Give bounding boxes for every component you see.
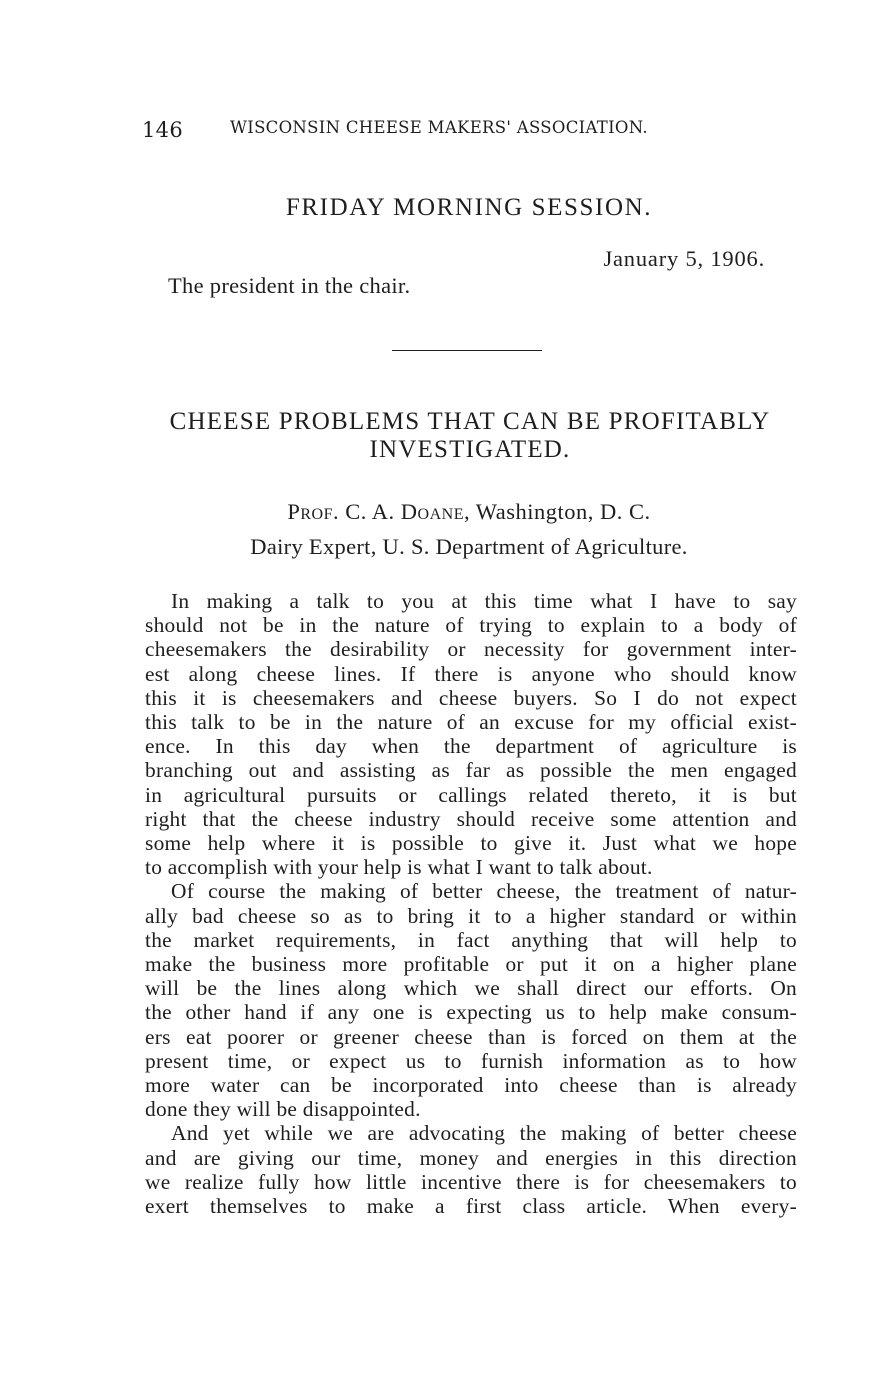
body-line: cheesemakers the desirability or necessity for government inter- (145, 637, 797, 662)
body-line: will be the lines along which we shall direct our efforts. On (145, 976, 797, 1001)
body-line: ence. In this day when the department of agriculture is (145, 734, 797, 759)
body-line: exert themselves to make a first class article. When every- (145, 1194, 797, 1219)
body-line: branching out and assisting as far as possible the men engaged (145, 758, 797, 783)
body-line: present time, or expect us to furnish information as to how (145, 1048, 797, 1073)
body-line: we realize fully how little incentive there is for cheesemakers to (145, 1169, 797, 1194)
body-line: should not be in the nature of trying to explain to a body of (145, 613, 797, 638)
body-line: the other hand if any one is expecting us to help make consum- (145, 1000, 797, 1025)
body-line: and are giving our time, money and energies in this direction (145, 1145, 797, 1170)
body-line: more water can be incorporated into cheese than is already (145, 1073, 797, 1098)
body-line: right that the cheese industry should receive some attention and (145, 806, 797, 831)
article-title (140, 408, 800, 464)
author-affiliation: Dairy Expert, U. S. Department of Agriculture. (250, 534, 688, 559)
page-number: 146 (142, 118, 183, 142)
chair-note: The president in the chair. (168, 273, 411, 298)
author-line (0, 499, 887, 525)
body-line: this it is cheesemakers and cheese buyers. So I do not expect (145, 685, 797, 710)
body-line: in agricultural pursuits or callings related thereto, it is but (145, 782, 797, 807)
body-line: some help where it is possible to give it. Just what we hope (145, 831, 797, 856)
body-line: And yet while we are advocating the making of better cheese (171, 1121, 797, 1146)
body-line: Of course the making of better cheese, the treatment of natur- (171, 879, 797, 904)
body-line: this talk to be in the nature of an excuse for my official exist- (145, 710, 797, 735)
section-divider (392, 350, 542, 351)
article-title-line-2: INVESTIGATED. (369, 436, 571, 463)
body-line: make the business more profitable or put it on a higher plane (145, 952, 797, 977)
author-name: Prof. C. A. Doane (287, 499, 464, 524)
body-line: est along cheese lines. If there is anyone who should know (145, 661, 797, 686)
body-line: the market requirements, in fact anything that will help to (145, 927, 797, 952)
session-title: FRIDAY MORNING SESSION. (285, 194, 653, 221)
body-text (145, 589, 797, 1218)
body-line: ers eat poorer or greener cheese than is forced on them at the (145, 1024, 797, 1049)
running-head-title: WISCONSIN CHEESE MAKERS' ASSOCIATION. (230, 118, 648, 137)
author-location: , Washington, D. C. (463, 499, 651, 524)
session-date: January 5, 1906. (603, 246, 765, 271)
body-line: In making a talk to you at this time what I have to say (171, 589, 797, 613)
body-line: to accomplish with your help is what I want to talk about. (145, 855, 653, 880)
article-title-line-1: CHEESE PROBLEMS THAT CAN BE PROFITABLY (169, 408, 771, 435)
body-line: done they will be disappointed. (145, 1097, 421, 1122)
body-line: ally bad cheese so as to bring it to a higher standard or within (145, 903, 797, 928)
